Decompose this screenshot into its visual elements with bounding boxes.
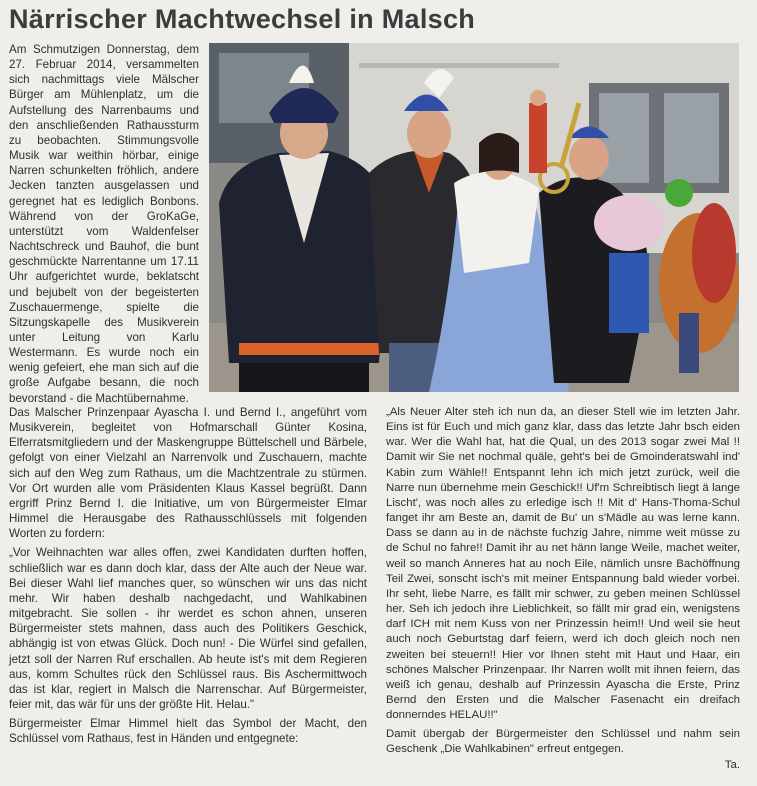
author-signature: Ta. [724, 758, 740, 771]
right-column [386, 405, 740, 773]
intro-paragraph: Am Schmutzigen Donnerstag, dem 27. Februar 2014, versammelten sich nachmittags viele Mälscher Bürger am Mühlenplatz, um die Aufstellung des Narrenbaums und den anschließenden Rathaussturm zu beobachten. Stimmungsvolle Musik war weithin hörbar, einige Narren schunkelten fröhlich, andere Jecken tanzten ausgelassen und geregnet hat es lediglich Bonbons. Während von der GroKaGe, unterstützt vom Waldenfelser Nachtschreck und Bauhof, die bunt geschmückte Narrentanne um 17.11 Uhr aufgerichtet wurde, beklatscht und bejubelt von der begeisterten Zuschauermenge, spielte die Sitzungskapelle des Musikverein unter Leitung von Karlu Westermann. Es wurde noch ein wenig gefeiert, ehe man sich auf die große Aufgabe besann, die noch bevorstand - die Machtübernahme. [9, 43, 199, 405]
mayor-reply-intro: Bürgermeister Elmar Himmel hielt das Symbol der Macht, den Schlüssel vom Rathaus, fest in Händen und entgegnete: [9, 717, 367, 746]
left-column [9, 405, 367, 746]
mayor-quote: „Als Neuer Alter steh ich nun da, an dieser Stell wie im letzten Jahr. Eins ist für Euch und mich ganz klar, dass das letzte Jahr bsch eiden war. Wer die Wahl hat, hat die Qual, un des 2013 sogar zwei Mal !! Damit wir Sie net nochmal quäle, geht's bei de Gmoinderatswahl ind' Kabin zum Wähle!! Entspannt lehn ich mich jetzt zurück, weil die Narre nun übernehme mein Geschick!! Uf'm Schreibtisch liegt ä lange Lischt', was noch alles zu erledige isch !! Mit d' Hans-Thoma-Schul fanget ihr am Beste an, damit de Bu' un s'Mädle au was lerne kann. Dass se dann au in de nächste fuchzig Jahre, nimme weit müsse zu de Schul no fahre!! Damit ihr au net hänn lange Weile, machet weiter, weil so manch Anneres hat au noch Eile, nämlich unsre Bachöffnung Teil Zwei, sonscht isch's mit meiner Entspannung bald wieder vorbei. Ihr seht, liebe Narre, es fällt mir schwer, zu geben meinen Schlüssel her. Seh ich jedoch ihre Lieblichkeit, so fällt mir grad ein, wenigstens darf ICH mit nem Kuss von ner Prinzessin heim!! Und weil sie heut auch noch Geburtstag darf feiern, werd ich doch gleich noch nen zweiten bei steuern!! Hier vor Ihnen steht mit Haut und Haar, ein schönes Malscher Prinzenpaar. Ihr Narren wollt mit ihnen feiern, das weiß ich genau, deshalb auf Prinzessin Ayascha die Erste, Prinz Bernd den Ersten und die Malscher Fasenacht ein dreifach donnerndes HELAU!!" [386, 406, 740, 722]
prince-quote: „Vor Weihnachten war alles offen, zwei Kandidaten durften hoffen, schließlich war es dann doch klar, dass der Alte auch der Neue war. Bei dieser Wahl lief manches quer, so wünschen wir uns das nicht mehr. Wir haben deshalb nachgedacht, und Wahlkabinen mitgebracht. Sie sollen - ihr werdet es schon ahnen, unseren Bürgermeister stets mahnen, dass auch des Politikers Geschick, abhängig ist von etwas Glück. Doch nun! - Die Würfel sind gefallen, jetzt soll der Narren Ruf erschallen. Ab heute ist's mit dem Regieren aus, komm Schultes rück den Schlüssel raus. Bis Aschermittwoch das ist klar, regiert in Malsch die Narrenschar. Auf Bürgermeister, feier mit, das wär für uns der größte Hit. Helau." [9, 546, 367, 711]
closing-paragraph: Damit übergab der Bürgermeister den Schlüssel und nahm sein Geschenk „Die Wahlkabinen" erfreut entgegen. [386, 728, 740, 756]
carnival-photo [209, 43, 739, 392]
article-title: Närrischer Machtwechsel in Malsch [9, 4, 476, 34]
procession-paragraph: Das Malscher Prinzenpaar Ayascha I. und Bernd I., angeführt vom Musikverein, begleitet von Hofmarschall Günter Kosina, Elferratsmitgliedern und der Maskengruppe Büttelschell und Bärbele, gefolgt von einer Vielzahl an Narrenvolk und Zuschauern, machte sich auf den Weg zum Rathaus, um die Machtzentrale zu stürmen. Vor Ort wurden alle vom Präsidenten Klaus Kassel begrüßt. Dann ergriff Prinz Bernd I. die Initiative, um von Bürgermeister Elmar Himmel die Herausgabe des Rathausschlüssels mit folgenden Worten zu fordern: [9, 406, 367, 541]
